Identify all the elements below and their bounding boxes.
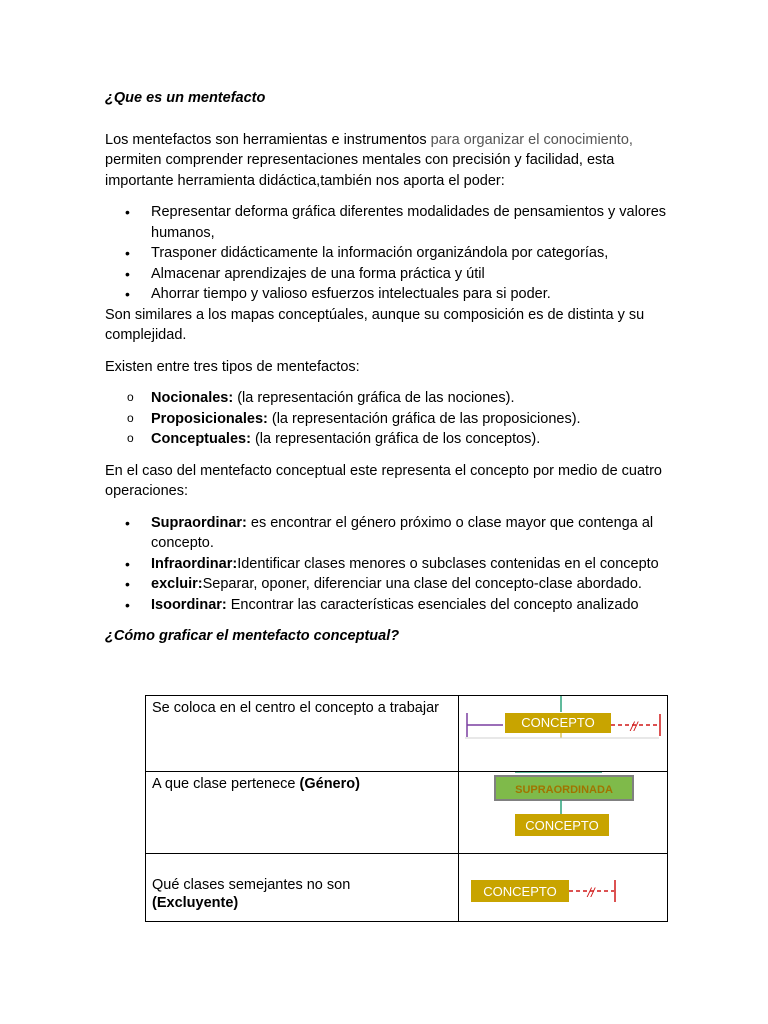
concept-label: CONCEPTO	[483, 884, 557, 899]
type-desc: (la representación gráfica de los conceptos).	[250, 431, 541, 447]
document-body	[105, 88, 675, 647]
list-item	[105, 513, 675, 554]
list-item	[105, 388, 675, 409]
row-diagram	[459, 772, 668, 854]
central-concept-diagram	[459, 696, 667, 766]
list-item	[105, 409, 675, 430]
op-desc: es encontrar el género próximo o clase mayor que contenga al concepto.	[151, 514, 654, 551]
abilities-list	[105, 202, 675, 305]
list-item: • Ahorrar tiempo y valioso esfuerzos intelectuales para si poder.	[105, 284, 675, 305]
list-item	[105, 554, 675, 575]
excluding-diagram	[459, 854, 667, 916]
supra-label: SUPRAORDINADA	[515, 784, 613, 796]
op-term: Infraordinar:	[151, 555, 238, 572]
type-desc: (la representación gráfica de las proposiciones).	[267, 410, 581, 427]
op-term: excluir:	[151, 576, 203, 592]
op-term: Isoordinar:	[151, 596, 227, 613]
exclude-mark: //	[587, 885, 595, 900]
row-text: A que clase pertenece	[152, 776, 300, 792]
concept-label: CONCEPTO	[525, 818, 599, 833]
list-item	[105, 595, 675, 616]
types-intro: Existen entre tres tipos de mentefactos:	[105, 358, 360, 375]
row-bold: (Excluyente)	[152, 895, 239, 911]
row-diagram	[459, 854, 668, 922]
intro-paragraph	[105, 130, 675, 192]
type-term: Conceptuales:	[151, 431, 251, 447]
row-description	[146, 854, 459, 922]
concept-label: CONCEPTO	[521, 715, 595, 730]
types-list	[105, 388, 675, 450]
list-item	[105, 574, 675, 595]
intro-text-2: permiten comprender representaciones mentales con precisión y facilidad, esta importante herramienta didáctica,también nos aporta el poder:	[105, 152, 615, 189]
type-term: Proposicionales:	[151, 410, 268, 427]
row-bold: (Género)	[299, 776, 360, 792]
list-item: • Trasponer didácticamente la información organizándola por categorías,	[105, 243, 675, 264]
row-diagram	[459, 696, 668, 772]
ops-intro: En el caso del mentefacto conceptual este representa el concepto por medio de cuatro operaciones:	[105, 462, 662, 499]
row-description	[146, 772, 459, 854]
op-desc: Identificar clases menores o subclases contenidas en el concepto	[237, 555, 659, 572]
op-term: Supraordinar:	[151, 514, 247, 531]
mentefacto-table	[145, 695, 668, 922]
type-desc: (la representación gráfica de las nociones).	[233, 390, 515, 406]
row-text: Qué clases semejantes no son	[152, 877, 351, 893]
row-description: Se coloca en el centro el concepto a trabajar	[146, 696, 459, 772]
list-item	[105, 429, 675, 450]
op-desc: Encontrar las características esenciales del concepto analizado	[226, 596, 639, 613]
how-title: ¿Cómo graficar el mentefacto conceptual?	[105, 628, 400, 644]
type-term: Nocionales:	[151, 390, 234, 406]
list-item: • Representar deforma gráfica diferentes modalidades de pensamientos y valores humanos,	[105, 202, 675, 243]
supraordinate-diagram	[459, 772, 667, 848]
page-title: ¿Que es un mentefacto	[105, 90, 266, 106]
table-row	[146, 772, 668, 854]
intro-text-highlight: para organizar el conocimiento,	[430, 131, 633, 148]
table-row	[146, 696, 668, 772]
similar-paragraph: Son similares a los mapas conceptúales, aunque su composición es de distinta y su complejidad.	[105, 306, 645, 343]
operations-list	[105, 513, 675, 616]
intro-text-1: Los mentefactos son herramientas e instrumentos	[105, 131, 431, 148]
table-row	[146, 854, 668, 922]
op-desc: Separar, oponer, diferenciar una clase del concepto-clase abordado.	[202, 576, 642, 592]
exclude-mark: //	[630, 719, 638, 734]
list-item: • Almacenar aprendizajes de una forma práctica y útil	[105, 264, 675, 285]
